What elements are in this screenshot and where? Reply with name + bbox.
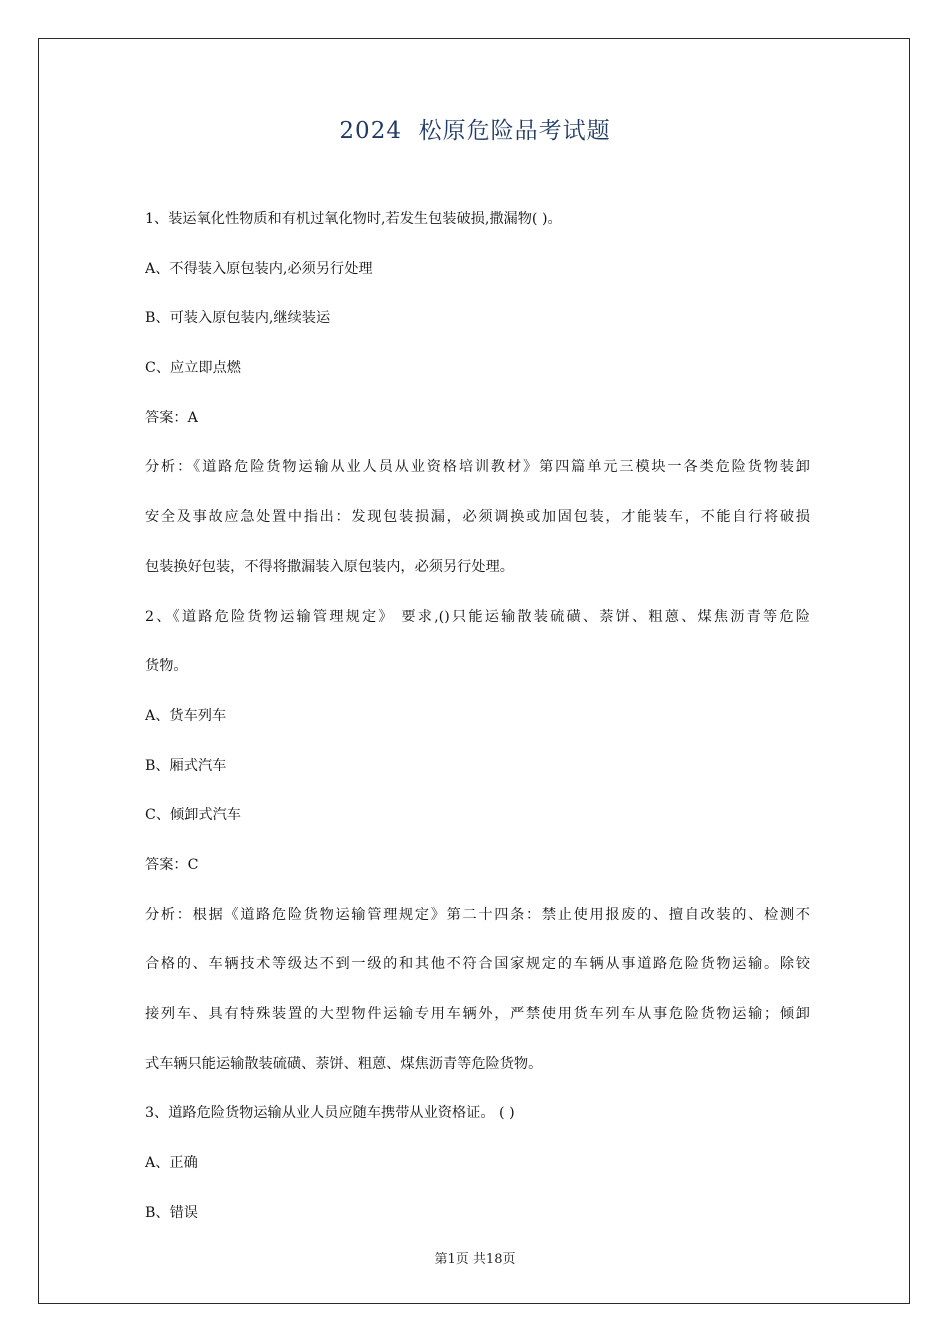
question-3-stem: 3、道路危险货物运输从业人员应随车携带从业资格证。 ( )	[145, 1105, 515, 1122]
question-2-analysis-line: 式车辆只能运输散装硫磺、萘饼、粗蒽、煤焦沥青等危险货物。	[145, 1055, 543, 1072]
question-2-option-a: A、货车列车	[145, 707, 227, 724]
question-1-option-b: B、可装入原包装内,继续装运	[145, 310, 331, 327]
question-2-answer: 答案：C	[145, 856, 199, 873]
question-2-analysis-line: 分析：根据《道路危险货物运输管理规定》第二十四条：禁止使用报废的、擅自改装的、检测不	[145, 906, 810, 923]
question-2-option-b: B、厢式汽车	[145, 757, 227, 774]
document-title: 2024 松原危险品考试题	[339, 118, 611, 144]
question-1-stem: 1、装运氧化性物质和有机过氧化物时,若发生包装破损,撒漏物( )。	[145, 211, 562, 227]
question-3-option-b: B、错误	[145, 1204, 198, 1221]
question-2-stem: 2、《道路危险货物运输管理规定》 要求,()只能运输散装硫磺、萘饼、粗蒽、煤焦沥青等危险	[145, 608, 810, 625]
question-1-answer: 答案：A	[145, 409, 198, 426]
question-3-option-a: A、正确	[145, 1155, 198, 1172]
question-1-analysis-line: 包装换好包装，不得将撒漏装入原包装内，必须另行处理。	[145, 558, 514, 575]
page-footer: 第1页 共18页	[434, 1252, 516, 1267]
question-2-stem-cont: 货物。	[145, 658, 188, 675]
question-1-analysis-line: 安全及事故应急处置中指出：发现包装损漏，必须调换或加固包装，才能装车，不能自行将破损	[145, 509, 810, 526]
question-1-option-c: C、应立即点燃	[145, 360, 241, 377]
question-2-option-c: C、倾卸式汽车	[145, 807, 241, 824]
question-1-analysis-line: 分析：《道路危险货物运输从业人员从业资格培训教材》第四篇单元三模块一各类危险货物装卸	[145, 459, 810, 476]
question-2-analysis-line: 合格的、车辆技术等级达不到一级的和其他不符合国家规定的车辆从事道路危险货物运输。除铰	[145, 956, 810, 973]
document-body	[145, 195, 810, 1238]
question-1-option-a: A、不得装入原包装内,必须另行处理	[145, 260, 373, 277]
question-2-analysis-line: 接列车、具有特殊装置的大型物件运输专用车辆外，严禁使用货车列车从事危险货物运输；倾卸	[145, 1006, 810, 1022]
